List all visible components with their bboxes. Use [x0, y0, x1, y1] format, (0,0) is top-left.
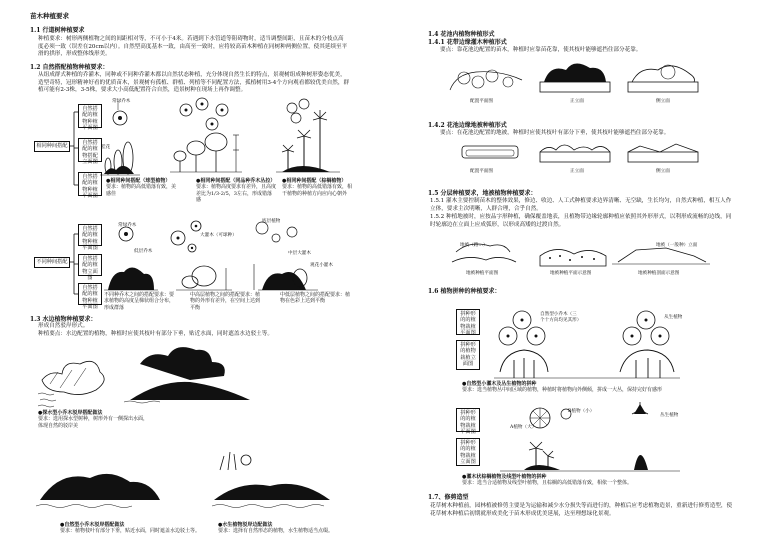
- caption-16a: [462, 381, 702, 394]
- caption-2b: 中高层植物之间的搭配要求：植物的外形有差异，在空间上达到平衡: [190, 292, 261, 311]
- section-1-4-2-heading: 1.4.2 花池边缘地被种植形式: [428, 122, 507, 129]
- caption-16a-text: 要求：选当植物丛中间区域的植物，种植时将植物向外侧倾，拼成一大丛，保持完好有感形: [462, 387, 663, 394]
- diagram1-option-box-1: 自然搭配的植物种植平面图: [78, 104, 102, 128]
- section-1-3-text: 种植要点：水边配置的植物，种植时应使其枝叶有部分下垂，贴近水面，同时遮盖水边驳土等。: [38, 331, 273, 337]
- diagram2-label-a: 常绿乔木: [118, 223, 137, 228]
- caption-1a-title: ●相同种间搭配（球型植物）: [106, 178, 171, 184]
- combo-label-c: A植物（大）: [510, 425, 537, 430]
- section-1-3-sub: 形成自然驳岸形式。: [38, 323, 89, 329]
- view-label-front-2: 正立面: [570, 169, 584, 174]
- combo-label-e: 丛生植物: [660, 413, 679, 418]
- caption-3c: [218, 522, 350, 535]
- groundcover-caption-c: 地被种植剖面示意图: [638, 271, 680, 276]
- caption-3b: [60, 522, 200, 535]
- diagram2-option-box-3: 自然搭配的植物种植平面图: [78, 283, 102, 305]
- combo-box-c: 拼种形的的植物栽植平面图: [456, 408, 480, 432]
- caption-2a: 不同种乔木之间的搭配要求：要求植物的高度呈梯状组合分布，形成群落: [104, 292, 175, 311]
- caption-3b-title: ●自然型小乔木驳岸搭配做法: [60, 522, 125, 528]
- diagram2-label-b: 大灌木（可球种）: [200, 233, 237, 238]
- diagram2-option-box-2: 自然搭配的植物立面图: [78, 254, 102, 276]
- section-1-5-heading: 1.5 分层种植要求，地被植物种植要求：: [428, 190, 537, 197]
- combo-label-d: B植物（小）: [568, 409, 595, 414]
- section-1-1-text: 种植要求：树形两侧植物之间的间距相对等，不可小于4米。若遇到下水管道等阻碍物时，适当调整间距，且苗木的分枝点高度必须一致（误差在20cm以内）。自然型高度基本一致，由高至一致时，应将较高苗木种植在同树种两侧位置，使其延续至平滑的拱形，形成整体线形美。: [38, 36, 348, 58]
- view-label-plan-2: 配置平面图: [470, 169, 493, 174]
- combo-box-d: 拼种形的的植物栽植立面图: [456, 438, 480, 466]
- diagram2-label-c: 中层大灌木: [288, 251, 311, 256]
- groundcover-caption-a: 地被种植平面图: [466, 271, 499, 276]
- section-1-7-heading: 1.7、修剪造型: [428, 494, 469, 501]
- caption-3a-text: 要求：选用探水型树种，树形外有一侧探出水面，体现自然的驳岸美: [38, 416, 149, 429]
- section-1-4-1-text: 要点：靠花池边配置的苗木，种植时应靠苗花靠，使其枝叶能够遮挡住部分花靠。: [440, 47, 642, 53]
- section-1-4-heading: 1.4 花池内植物种植形式: [428, 31, 495, 38]
- combo-illustration-2: [0, 0, 1, 1]
- caption-3c-text: 要求：选择有自然形态的植物，水生植物适当点缀。: [218, 528, 334, 535]
- caption-16b: [462, 474, 702, 487]
- page-title: 苗木种植要求: [30, 12, 69, 20]
- caption-1a: [106, 178, 176, 197]
- view-label-side-1: 侧立面: [656, 99, 670, 104]
- caption-1b: [196, 178, 276, 203]
- diagram1-option-box-2: 自然搭配的植物搭配立面图: [78, 138, 102, 162]
- diagram1-label-a: 常绿乔木: [112, 99, 131, 104]
- caption-3c-title: ●水生植物驳岸边配做法: [218, 522, 273, 528]
- section-1-6-heading: 1.6 植物拼种的种植要求：: [428, 288, 501, 295]
- groundcover-label-b: 地被（一般种）立面: [656, 243, 698, 248]
- caption-2c: 中低层植物之间的搭配要求：植物在色彩上达到平衡: [280, 292, 351, 305]
- view-label-plan-1: 配置平面图: [470, 99, 493, 104]
- section-1-2-heading: 1.2 自然搭配植物种植要求：: [30, 64, 109, 71]
- section-1-4-1-heading: 1.4.1 花带边缘灌木种植形式: [428, 39, 507, 46]
- caption-1c: [282, 178, 352, 197]
- view-label-side-2: 侧立面: [656, 169, 670, 174]
- diagram1-root-box: 相同种间搭配: [34, 141, 70, 152]
- caption-1a-text: 要求：植物的高低错落有致，美感佳: [106, 184, 177, 197]
- caption-1c-text: 要求：植物的高低错落有致，相干植物的种植方向应向心朝外: [282, 184, 353, 197]
- section-1-1-heading: 1.1 行道树种植要求: [30, 27, 85, 34]
- diagram2-label-d: 底层植物: [262, 219, 281, 224]
- diagram2-option-box-1: 自然搭配的植物种植平面图: [78, 224, 102, 246]
- caption-3b-text: 要求：植物枝叶有部分下垂，贴近水面，同时遮盖水边驳土等。: [60, 528, 201, 535]
- combo-label-a: 自然型小乔木（三个十方向均见其形）: [540, 312, 582, 323]
- diagram2-label-f: 低层乔木: [134, 249, 153, 254]
- section-1-4-2-text: 要点：在花池边配置的地被，种植时应使其枝叶有部分下垂，使其枝叶能够遮挡住部分花靠。: [440, 130, 670, 136]
- section-1-2-text: 从组成群式种植的乔灌木，同种或不同种乔灌木都以自然状态种植，充分体现自然生长的特点，景观树组成种树形姿态优美，造型奇特，冠形精神好看的优质苗木，景观树有孤植、群植、列植等不同配置方法，孤植树用3-4个方向观看都较优美自然，群植可能有2-3株，3-5株，要求大小高低配置符合自然，造景树种在现场上再作调整。: [38, 72, 350, 94]
- groundcover-caption-b: 地被种植平面示意图: [550, 271, 592, 276]
- combo-box-a: 拼种形的的植物栽植平面图: [456, 309, 480, 335]
- caption-16b-text: 要求：选当合适植物及线型叶植物，且棕榈的高低错落有致，相依一个整体。: [462, 480, 633, 487]
- combo-box-b: 拼种形的植物栽植立面图: [456, 340, 480, 370]
- section-1-3-heading: 1.3 水边植物种植要求：: [30, 316, 97, 323]
- caption-1c-title: ●相同种间搭配（棕榈植物）: [282, 178, 347, 184]
- groundcover-label-a: 地被（路…）: [460, 243, 488, 248]
- caption-3a: [38, 410, 148, 429]
- caption-1b-text: 要求：植物高度要求有差异，且高度差比为1/3-2/5，3左右，形成错落感: [196, 184, 277, 203]
- combo-label-b: 从生植物: [664, 315, 683, 320]
- caption-16b-title: ●灌木状棕榈植物及线型叶植物的拼种: [462, 474, 547, 480]
- diagram1-label-b: 桂花: [101, 145, 111, 150]
- section-1-5-1-text: 1.5.1 灌木主要控制苗木的整体效果，修边、收边、人工式种植要求边界清晰、无空缺，生长均匀，自然式种植，相互人作立体，要求主次明晰，人群合理，合乎自然。: [430, 198, 732, 212]
- section-1-7-text: 花草树木种植前，园林植被修剪主要是为运输和减少水分损失等而进行的，种植后应考虑植物造景，重新进行修剪造型，使花草树木种植后初期就形成美化于苗木形成优美延展，达至理想绿化景观。: [430, 503, 733, 517]
- section-1-5-2-text: 1.5.2 种植地被时，应按品字形种植，确保覆盖地表，且植物带边缘轮廓种植应依照其外形形式，以利形成流畅的边线，同时轮廓边在立面上应成弧形，以形成高矮的过渡自然。: [430, 214, 732, 228]
- caption-16a-title: ●自然型小灌木及丛生植物的拼种: [462, 381, 537, 387]
- diagram2-root-box: 不同种间搭配: [34, 257, 70, 268]
- diagram2-label-e: 观花小灌木: [310, 263, 333, 268]
- diagram1-option-box-3: 自然搭配的植物种植平面图: [78, 172, 102, 196]
- caption-1b-title: ●相同种间搭配（同品种乔木丛拉）: [196, 178, 276, 184]
- caption-3a-title: ●探水型小乔木驳岸搭配做法: [38, 410, 103, 416]
- view-label-front-1: 正立面: [570, 99, 584, 104]
